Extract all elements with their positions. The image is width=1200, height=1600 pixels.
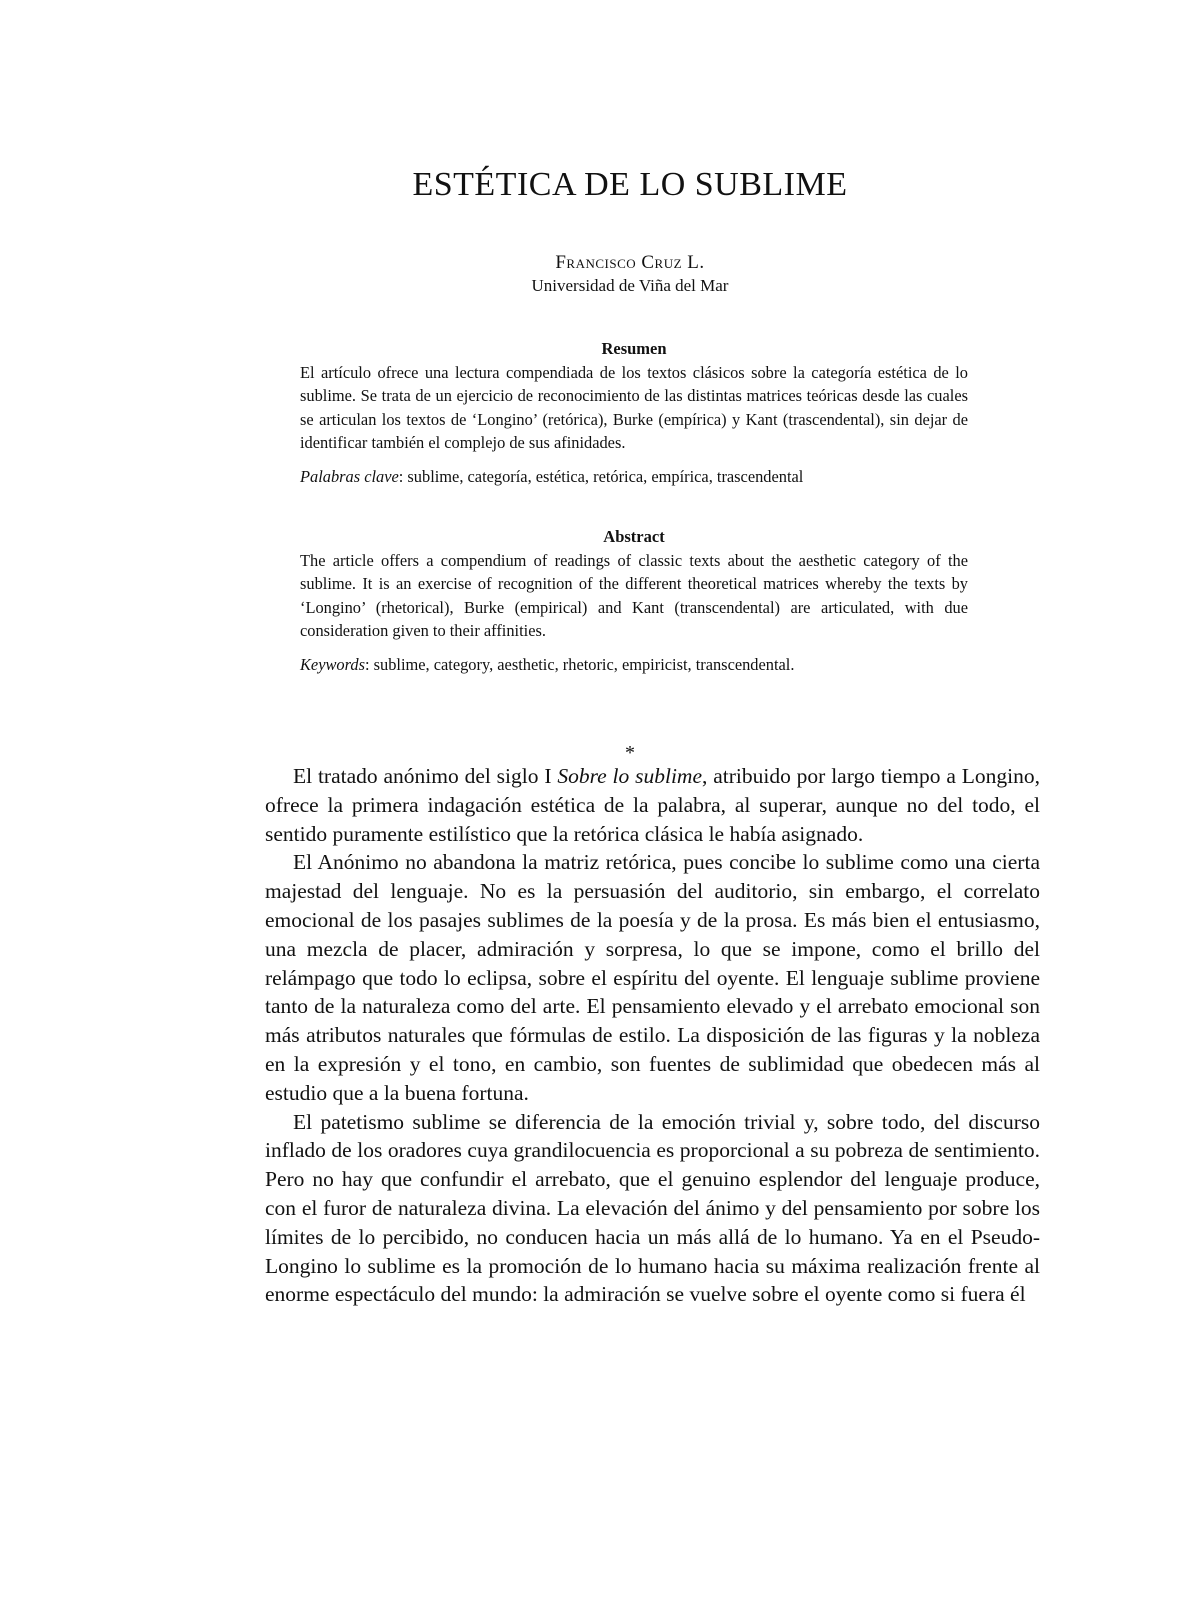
- body-text: [265, 762, 1040, 1309]
- author-affiliation: Universidad de Viña del Mar: [531, 276, 729, 295]
- body-p1-book-title: Sobre lo sublime: [557, 764, 702, 788]
- abstract-heading: Abstract: [603, 527, 665, 546]
- abstract-text: The article offers a compendium of readings of classic texts about the aesthetic category of the sublime. It is an exercise of recognition of the different theoretical matrices whereby the texts by ‘Longino’ (rhetorical), Burke (empirical) and Kant (transcendental) are articulated, with due consideration given to their affinities.: [300, 550, 968, 640]
- resumen-keywords-label: Palabras clave: [300, 466, 399, 486]
- resumen-text: El artículo ofrece una lectura compendiada de los textos clásicos sobre la categoría estética de lo sublime. Se trata de un ejercicio de reconocimiento de las distintas matrices teóricas desde las cuales se articulan los textos de ‘Longino’ (retórica), Burke (empírica) y Kant (trascendental), sin dejar de identificar también el complejo de sus afinidades.: [300, 362, 968, 452]
- body-p1-start: El tratado anónimo del siglo I: [293, 764, 558, 788]
- resumen-heading: Resumen: [601, 339, 667, 358]
- article-title: ESTÉTICA DE LO SUBLIME: [412, 166, 848, 203]
- body-p1-end: , atribuido por largo tiempo a Longino, ofrece la primera indagación estética de la palabra, al superar, aunque no del todo, el sentido puramente estilístico que la retórica clásica le había asignado.: [265, 764, 1040, 846]
- body-paragraph: El Anónimo no abandona la matriz retórica, pues concibe lo sublime como una cierta majestad del lenguaje. No es la persuasión del auditorio, sin embargo, el correlato emocional de los pasajes sublimes de la poesía y de la prosa. Es más bien el entusiasmo, una mezcla de placer, admiración y sorpresa, lo que se impone, como el brillo del relámpago que todo lo eclipsa, sobre el espíritu del oyente. El lenguaje sublime proviene tanto de la naturaleza como del arte. El pensamiento elevado y el arrebato emocional son más atributos naturales que fórmulas de estilo. La disposición de las figuras y la nobleza en la expresión y el tono, en cambio, son fuentes de sublimidad que obedecen más al estudio que a la buena fortuna.: [265, 850, 1040, 1105]
- section-separator: *: [625, 742, 635, 764]
- body-paragraph: El patetismo sublime se diferencia de la emoción trivial y, sobre todo, del discurso inflado de los oradores cuya grandilocuencia es proporcional a su pobreza de sentimiento. Pero no hay que confundir el arrebato, que el genuino esplendor del lenguaje produce, con el furor de naturaleza divina. La elevación del ánimo y del pensamiento por sobre los límites de lo percibido, no conducen hacia un más allá de lo humano. Ya en el Pseudo-Longino lo sublime es la promoción de lo humano hacia su máxima realización frente al enorme espectáculo del mundo: la admiración se vuelve sobre el oyente como si fuera él: [265, 1109, 1040, 1307]
- abstract-section: [300, 525, 968, 676]
- author-name: Francisco Cruz L.: [555, 252, 705, 273]
- abstract-keywords: [300, 653, 968, 677]
- body-paragraph: [265, 762, 1040, 848]
- resumen-keywords-list: : sublime, categoría, estética, retórica, empírica, trascendental: [398, 466, 804, 486]
- abstract-keywords-list: : sublime, category, aesthetic, rhetoric, empiricist, transcendental.: [364, 654, 795, 674]
- resumen-keywords: [300, 465, 968, 489]
- resumen-section: [300, 337, 968, 488]
- abstract-keywords-label: Keywords: [300, 654, 365, 674]
